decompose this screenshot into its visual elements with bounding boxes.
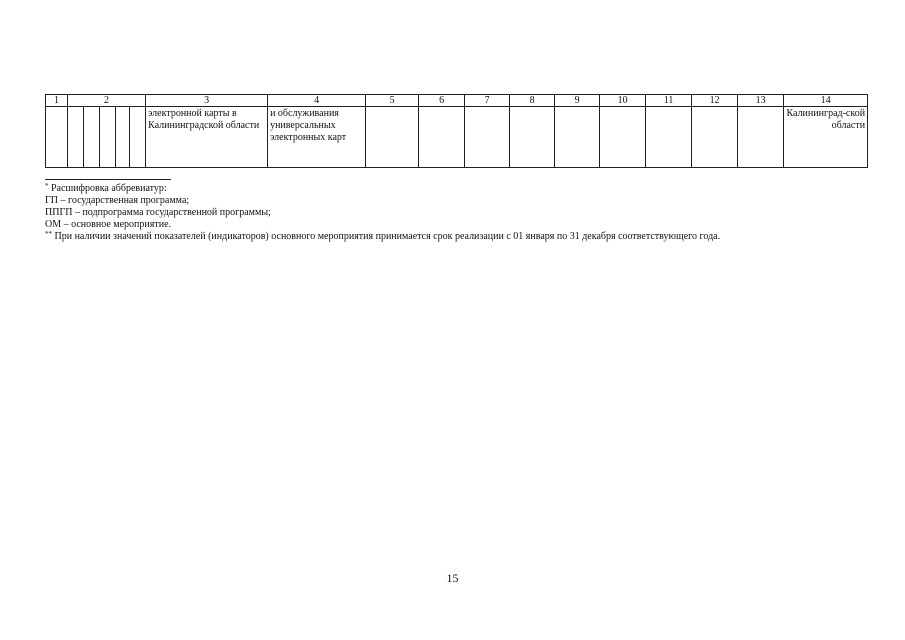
indicators-table <box>45 94 868 168</box>
table-row <box>46 107 868 168</box>
cell-col-13 <box>738 107 784 168</box>
footnote-gp: ГП – государственная программа; <box>45 195 190 206</box>
header-col-7: 7 <box>465 95 510 107</box>
footnote-abbreviations-title <box>45 183 865 195</box>
cell-col-2c <box>100 107 116 168</box>
cell-col-2e <box>130 107 146 168</box>
cell-col-3: электронной карты в Калининградской области <box>146 107 268 168</box>
cell-col-6 <box>419 107 465 168</box>
header-col-13: 13 <box>738 95 784 107</box>
cell-col-4: и обслуживания универсальных электронных карт <box>268 107 366 168</box>
cell-col-2d <box>116 107 130 168</box>
cell-col-9 <box>555 107 600 168</box>
header-col-3: 3 <box>146 95 268 107</box>
cell-col-8 <box>510 107 555 168</box>
header-col-4: 4 <box>268 95 366 107</box>
cell-col-2b <box>84 107 100 168</box>
cell-col-14: Калининград-ской области <box>784 107 868 168</box>
footnote-term <box>45 231 865 243</box>
footnote-ppgp: ППГП – подпрограмма государственной программы; <box>45 207 271 218</box>
cell-col-7 <box>465 107 510 168</box>
footnote-marker-2: ** <box>45 230 52 238</box>
footnote-divider <box>45 179 171 180</box>
cell-col-10 <box>600 107 646 168</box>
footnote-term-text: При наличии значений показателей (индикаторов) основного мероприятия принимается срок реализации с 01 января по 31 декабря соответствующего года. <box>54 231 721 242</box>
footnote-text: Расшифровка аббревиатур: <box>51 183 167 194</box>
header-col-1: 1 <box>46 95 68 107</box>
footnote-om: ОМ – основное мероприятие. <box>45 219 172 230</box>
header-col-14: 14 <box>784 95 868 107</box>
header-col-11: 11 <box>646 95 692 107</box>
footnote-marker-1: * <box>45 182 49 190</box>
page-number: 15 <box>446 571 459 585</box>
header-col-6: 6 <box>419 95 465 107</box>
cell-col-11 <box>646 107 692 168</box>
cell-col-2a <box>68 107 84 168</box>
footnotes <box>45 183 865 243</box>
cell-col-12 <box>692 107 738 168</box>
cell-col-1 <box>46 107 68 168</box>
table-header-row <box>46 95 868 107</box>
header-col-10: 10 <box>600 95 646 107</box>
header-col-12: 12 <box>692 95 738 107</box>
header-col-9: 9 <box>555 95 600 107</box>
cell-col-5 <box>366 107 419 168</box>
header-col-5: 5 <box>366 95 419 107</box>
header-col-2: 2 <box>68 95 146 107</box>
header-col-8: 8 <box>510 95 555 107</box>
